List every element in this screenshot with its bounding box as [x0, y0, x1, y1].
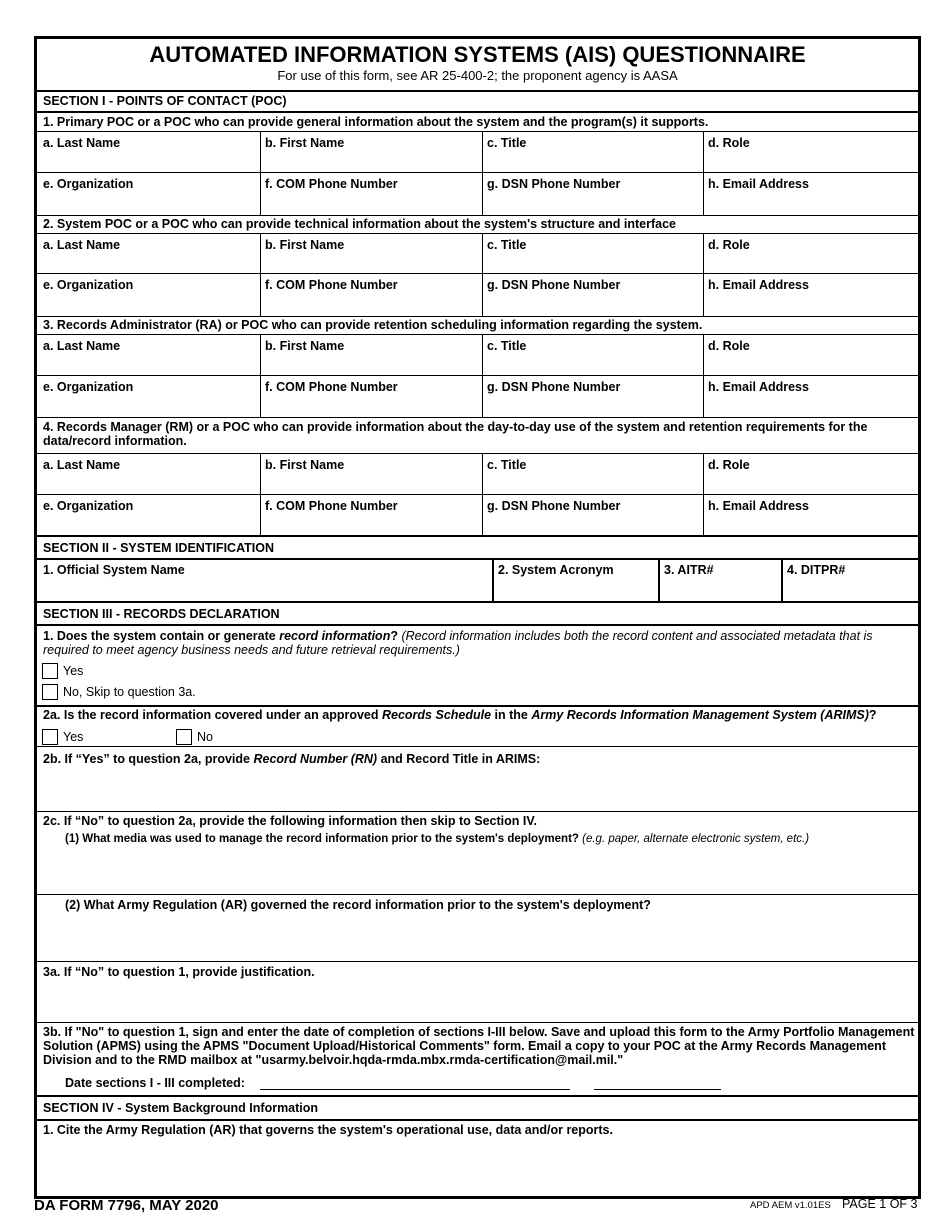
q2-title-field[interactable]: c. Title: [487, 238, 527, 252]
section-3-q3a[interactable]: 3a. If “No” to question 1, provide justification.: [43, 965, 315, 979]
q2a-yes-label: Yes: [63, 730, 84, 744]
section-4-heading: SECTION IV - System Background Information: [43, 1101, 319, 1115]
q4-role-field[interactable]: d. Role: [708, 458, 750, 472]
q2-role-field[interactable]: d. Role: [708, 238, 750, 252]
section-1-heading: SECTION I - POINTS OF CONTACT (POC): [43, 94, 287, 108]
section-3-q2c-2[interactable]: (2) What Army Regulation (AR) governed the record information prior to the system's deployment?: [65, 898, 651, 912]
q3-com-phone-field[interactable]: f. COM Phone Number: [265, 380, 398, 394]
aitr-field[interactable]: 3. AITR#: [664, 563, 714, 577]
section-1-q4: 4. Records Manager (RM) or a POC who can provide information about the day-to-day use of the system and retention requirements for the data/record information.: [43, 420, 868, 448]
official-system-name-field[interactable]: 1. Official System Name: [43, 563, 185, 577]
date-completed-label: Date sections I - III completed:: [65, 1076, 245, 1090]
q2a-yes-checkbox[interactable]: [42, 729, 58, 745]
q3-organization-field[interactable]: e. Organization: [43, 380, 134, 394]
q2-dsn-phone-field[interactable]: g. DSN Phone Number: [487, 278, 621, 292]
q1-yes-label: Yes: [63, 664, 84, 678]
q1-email-field[interactable]: h. Email Address: [708, 177, 809, 191]
q4-first-name-field[interactable]: b. First Name: [265, 458, 345, 472]
q4-dsn-phone-field[interactable]: g. DSN Phone Number: [487, 499, 621, 513]
q4-organization-field[interactable]: e. Organization: [43, 499, 134, 513]
q1-dsn-phone-field[interactable]: g. DSN Phone Number: [487, 177, 621, 191]
date-line[interactable]: [594, 1089, 721, 1090]
section-1-q3: 3. Records Administrator (RA) or POC who can provide retention scheduling information regarding the system.: [43, 318, 703, 332]
q2-organization-field[interactable]: e. Organization: [43, 278, 134, 292]
form-number: DA FORM 7796, MAY 2020: [34, 1197, 219, 1214]
q4-email-field[interactable]: h. Email Address: [708, 499, 809, 513]
section-3-q2c: 2c. If “No” to question 2a, provide the following information then skip to Section IV.: [43, 814, 538, 828]
q4-com-phone-field[interactable]: f. COM Phone Number: [265, 499, 398, 513]
q2-com-phone-field[interactable]: f. COM Phone Number: [265, 278, 398, 292]
section-2-heading: SECTION II - SYSTEM IDENTIFICATION: [43, 541, 275, 555]
form-version: APD AEM v1.01ES: [750, 1200, 831, 1211]
q1-role-field[interactable]: d. Role: [708, 136, 750, 150]
system-acronym-field[interactable]: 2. System Acronym: [498, 563, 614, 577]
q1-com-phone-field[interactable]: f. COM Phone Number: [265, 177, 398, 191]
page-number: PAGE 1 OF 3: [842, 1197, 918, 1211]
section-3-q3b: 3b. If "No" to question 1, sign and enter the date of completion of sections I-III below. Save and upload this form to the Army Portfolio Management Solution (APMS) using the APMS "Document Upload/Historical Comments" form. Email a copy to your POC at the Army Records Management Division and to the RMD mailbox at "usarmy.belvoir.hqda-rmda.mbx.rmda-certification@mail.mil.": [43, 1025, 915, 1067]
signature-line[interactable]: [260, 1089, 570, 1090]
ditpr-field[interactable]: 4. DITPR#: [787, 563, 846, 577]
section-3-q2a: 2a. Is the record information covered under an approved Records Schedule in the Army Records Information Management System (ARIMS)?: [43, 708, 877, 722]
section-3-q2b[interactable]: 2b. If “Yes” to question 2a, provide Record Number (RN) and Record Title in ARIMS:: [43, 752, 541, 766]
section-3-heading: SECTION III - RECORDS DECLARATION: [43, 607, 280, 621]
section-1-q2: 2. System POC or a POC who can provide technical information about the system's structure and interface: [43, 217, 676, 231]
form-subtitle: For use of this form, see AR 25-400-2; the proponent agency is AASA: [277, 68, 678, 83]
q1-yes-checkbox[interactable]: [42, 663, 58, 679]
q2-email-field[interactable]: h. Email Address: [708, 278, 809, 292]
q2-last-name-field[interactable]: a. Last Name: [43, 238, 121, 252]
q2a-no-checkbox[interactable]: [176, 729, 192, 745]
q3-first-name-field[interactable]: b. First Name: [265, 339, 345, 353]
q3-role-field[interactable]: d. Role: [708, 339, 750, 353]
q3-last-name-field[interactable]: a. Last Name: [43, 339, 121, 353]
q1-first-name-field[interactable]: b. First Name: [265, 136, 345, 150]
q3-title-field[interactable]: c. Title: [487, 339, 527, 353]
section-4-q1[interactable]: 1. Cite the Army Regulation (AR) that governs the system's operational use, data and/or reports.: [43, 1123, 613, 1137]
q1-last-name-field[interactable]: a. Last Name: [43, 136, 121, 150]
q1-no-label: No, Skip to question 3a.: [63, 685, 196, 699]
form-frame: [34, 36, 921, 1199]
q4-last-name-field[interactable]: a. Last Name: [43, 458, 121, 472]
q2-first-name-field[interactable]: b. First Name: [265, 238, 345, 252]
form-title: AUTOMATED INFORMATION SYSTEMS (AIS) QUESTIONNAIRE: [149, 42, 806, 67]
section-3-q1: 1. Does the system contain or generate record information? (Record information includes both the record content and associated metadata that is required to meet agency business needs and future retrieval requirements.): [43, 629, 873, 657]
q1-organization-field[interactable]: e. Organization: [43, 177, 134, 191]
section-3-q2c-1[interactable]: (1) What media was used to manage the record information prior to the system's deployment? (e.g. paper, alternate electronic system, etc.): [65, 833, 810, 845]
q4-title-field[interactable]: c. Title: [487, 458, 527, 472]
q3-dsn-phone-field[interactable]: g. DSN Phone Number: [487, 380, 621, 394]
section-1-q1: 1. Primary POC or a POC who can provide general information about the system and the program(s) it supports.: [43, 115, 709, 129]
q1-title-field[interactable]: c. Title: [487, 136, 527, 150]
q3-email-field[interactable]: h. Email Address: [708, 380, 809, 394]
q1-no-checkbox[interactable]: [42, 684, 58, 700]
q2a-no-label: No: [197, 730, 213, 744]
